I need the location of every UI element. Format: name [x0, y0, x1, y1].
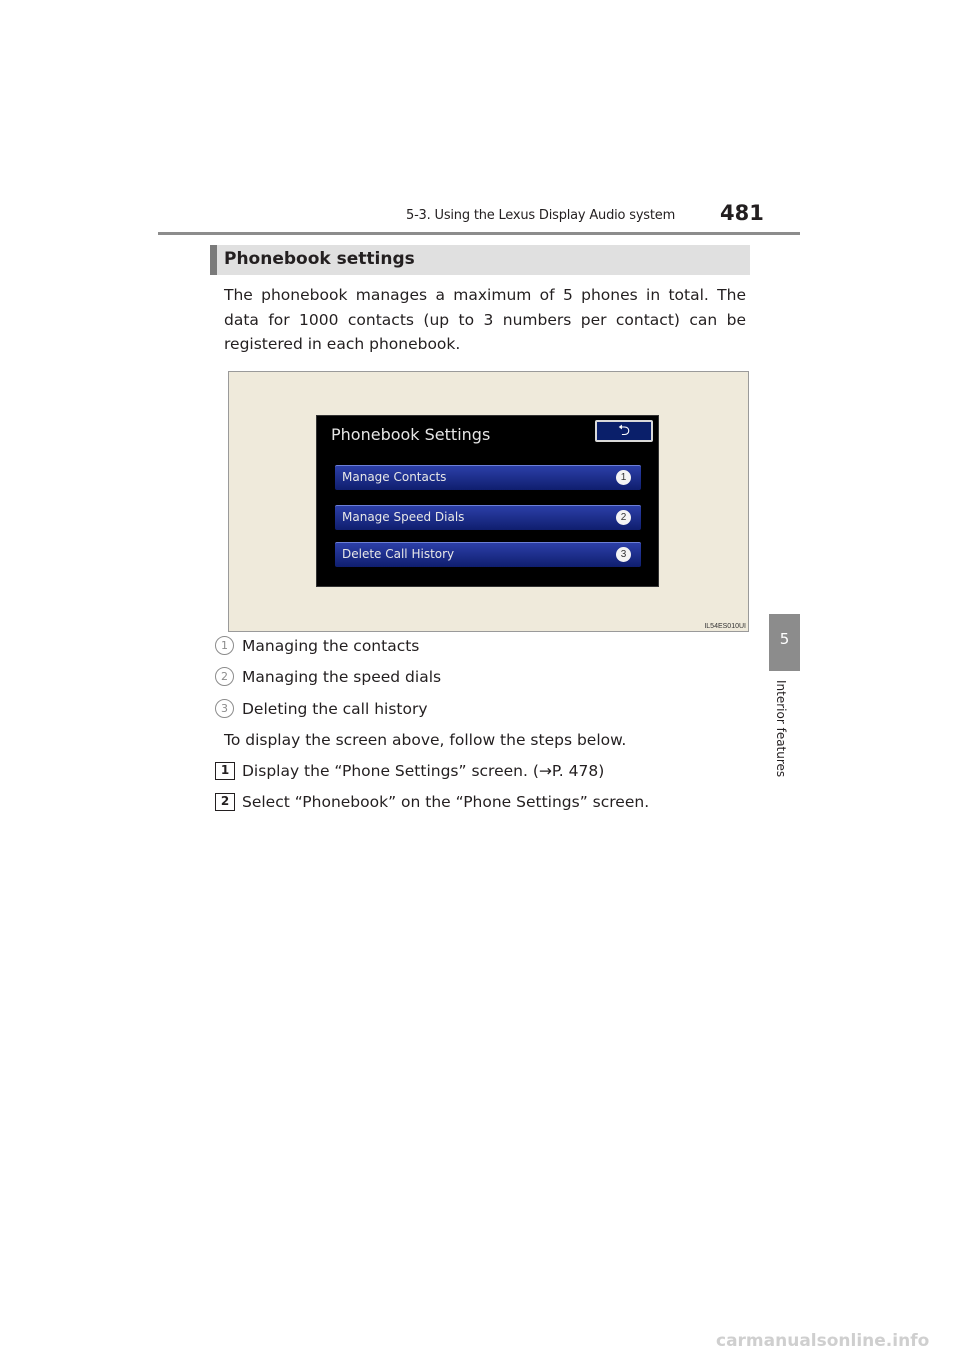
callout-badge: 3: [616, 547, 631, 562]
callout-item: [215, 699, 428, 718]
section-heading-bar: [210, 245, 750, 275]
button-label: Manage Speed Dials: [342, 510, 465, 524]
page-number: 481: [720, 201, 764, 225]
back-button[interactable]: [595, 420, 653, 442]
intro-paragraph: The phonebook manages a maximum of 5 phones in total. The data for 1000 contacts (up to 3 numbers per contact) can be registered in each phonebook.: [224, 286, 746, 353]
manage-speed-dials-button[interactable]: [335, 505, 641, 530]
step-item: [215, 793, 649, 811]
step-number: 1: [215, 762, 235, 780]
callout-number: 3: [215, 699, 234, 718]
callout-badge: 2: [616, 510, 631, 525]
chapter-number: 5: [779, 630, 790, 648]
back-arrow-icon: ⮌: [617, 422, 630, 439]
manage-contacts-button[interactable]: [335, 465, 641, 490]
callout-item: [215, 636, 419, 655]
chapter-label: Interior features: [774, 680, 788, 778]
callout-text: Deleting the call history: [242, 700, 428, 718]
chapter-label-box: [770, 680, 792, 790]
button-label: Manage Contacts: [342, 470, 447, 484]
callout-badge: 1: [616, 470, 631, 485]
header-rule: [158, 232, 800, 235]
callout-text: Managing the speed dials: [242, 668, 442, 686]
step-number: 2: [215, 793, 235, 811]
step-text: Select “Phonebook” on the “Phone Settings” screen.: [242, 793, 650, 811]
screen-figure: [228, 371, 749, 632]
callout-number: 2: [215, 667, 234, 686]
figure-id: IL54ES010UI: [704, 623, 746, 630]
chapter-tab: [769, 614, 800, 671]
callout-number: 1: [215, 636, 234, 655]
step-text: Display the “Phone Settings” screen. (→P. 478): [242, 762, 605, 780]
step-item: [215, 762, 604, 780]
callout-text: Managing the contacts: [242, 637, 420, 655]
screen-title: Phonebook Settings: [331, 425, 491, 444]
instructions-lead: To display the screen above, follow the steps below.: [224, 731, 627, 749]
section-title: Phonebook settings: [224, 249, 415, 269]
button-label: Delete Call History: [342, 547, 455, 561]
watermark: carmanualsonline.info: [716, 1331, 930, 1351]
callout-item: [215, 667, 441, 686]
delete-call-history-button[interactable]: [335, 542, 641, 567]
display-screen: [317, 416, 658, 586]
section-accent: [210, 245, 217, 275]
running-header: 5-3. Using the Lexus Display Audio system: [406, 208, 676, 223]
